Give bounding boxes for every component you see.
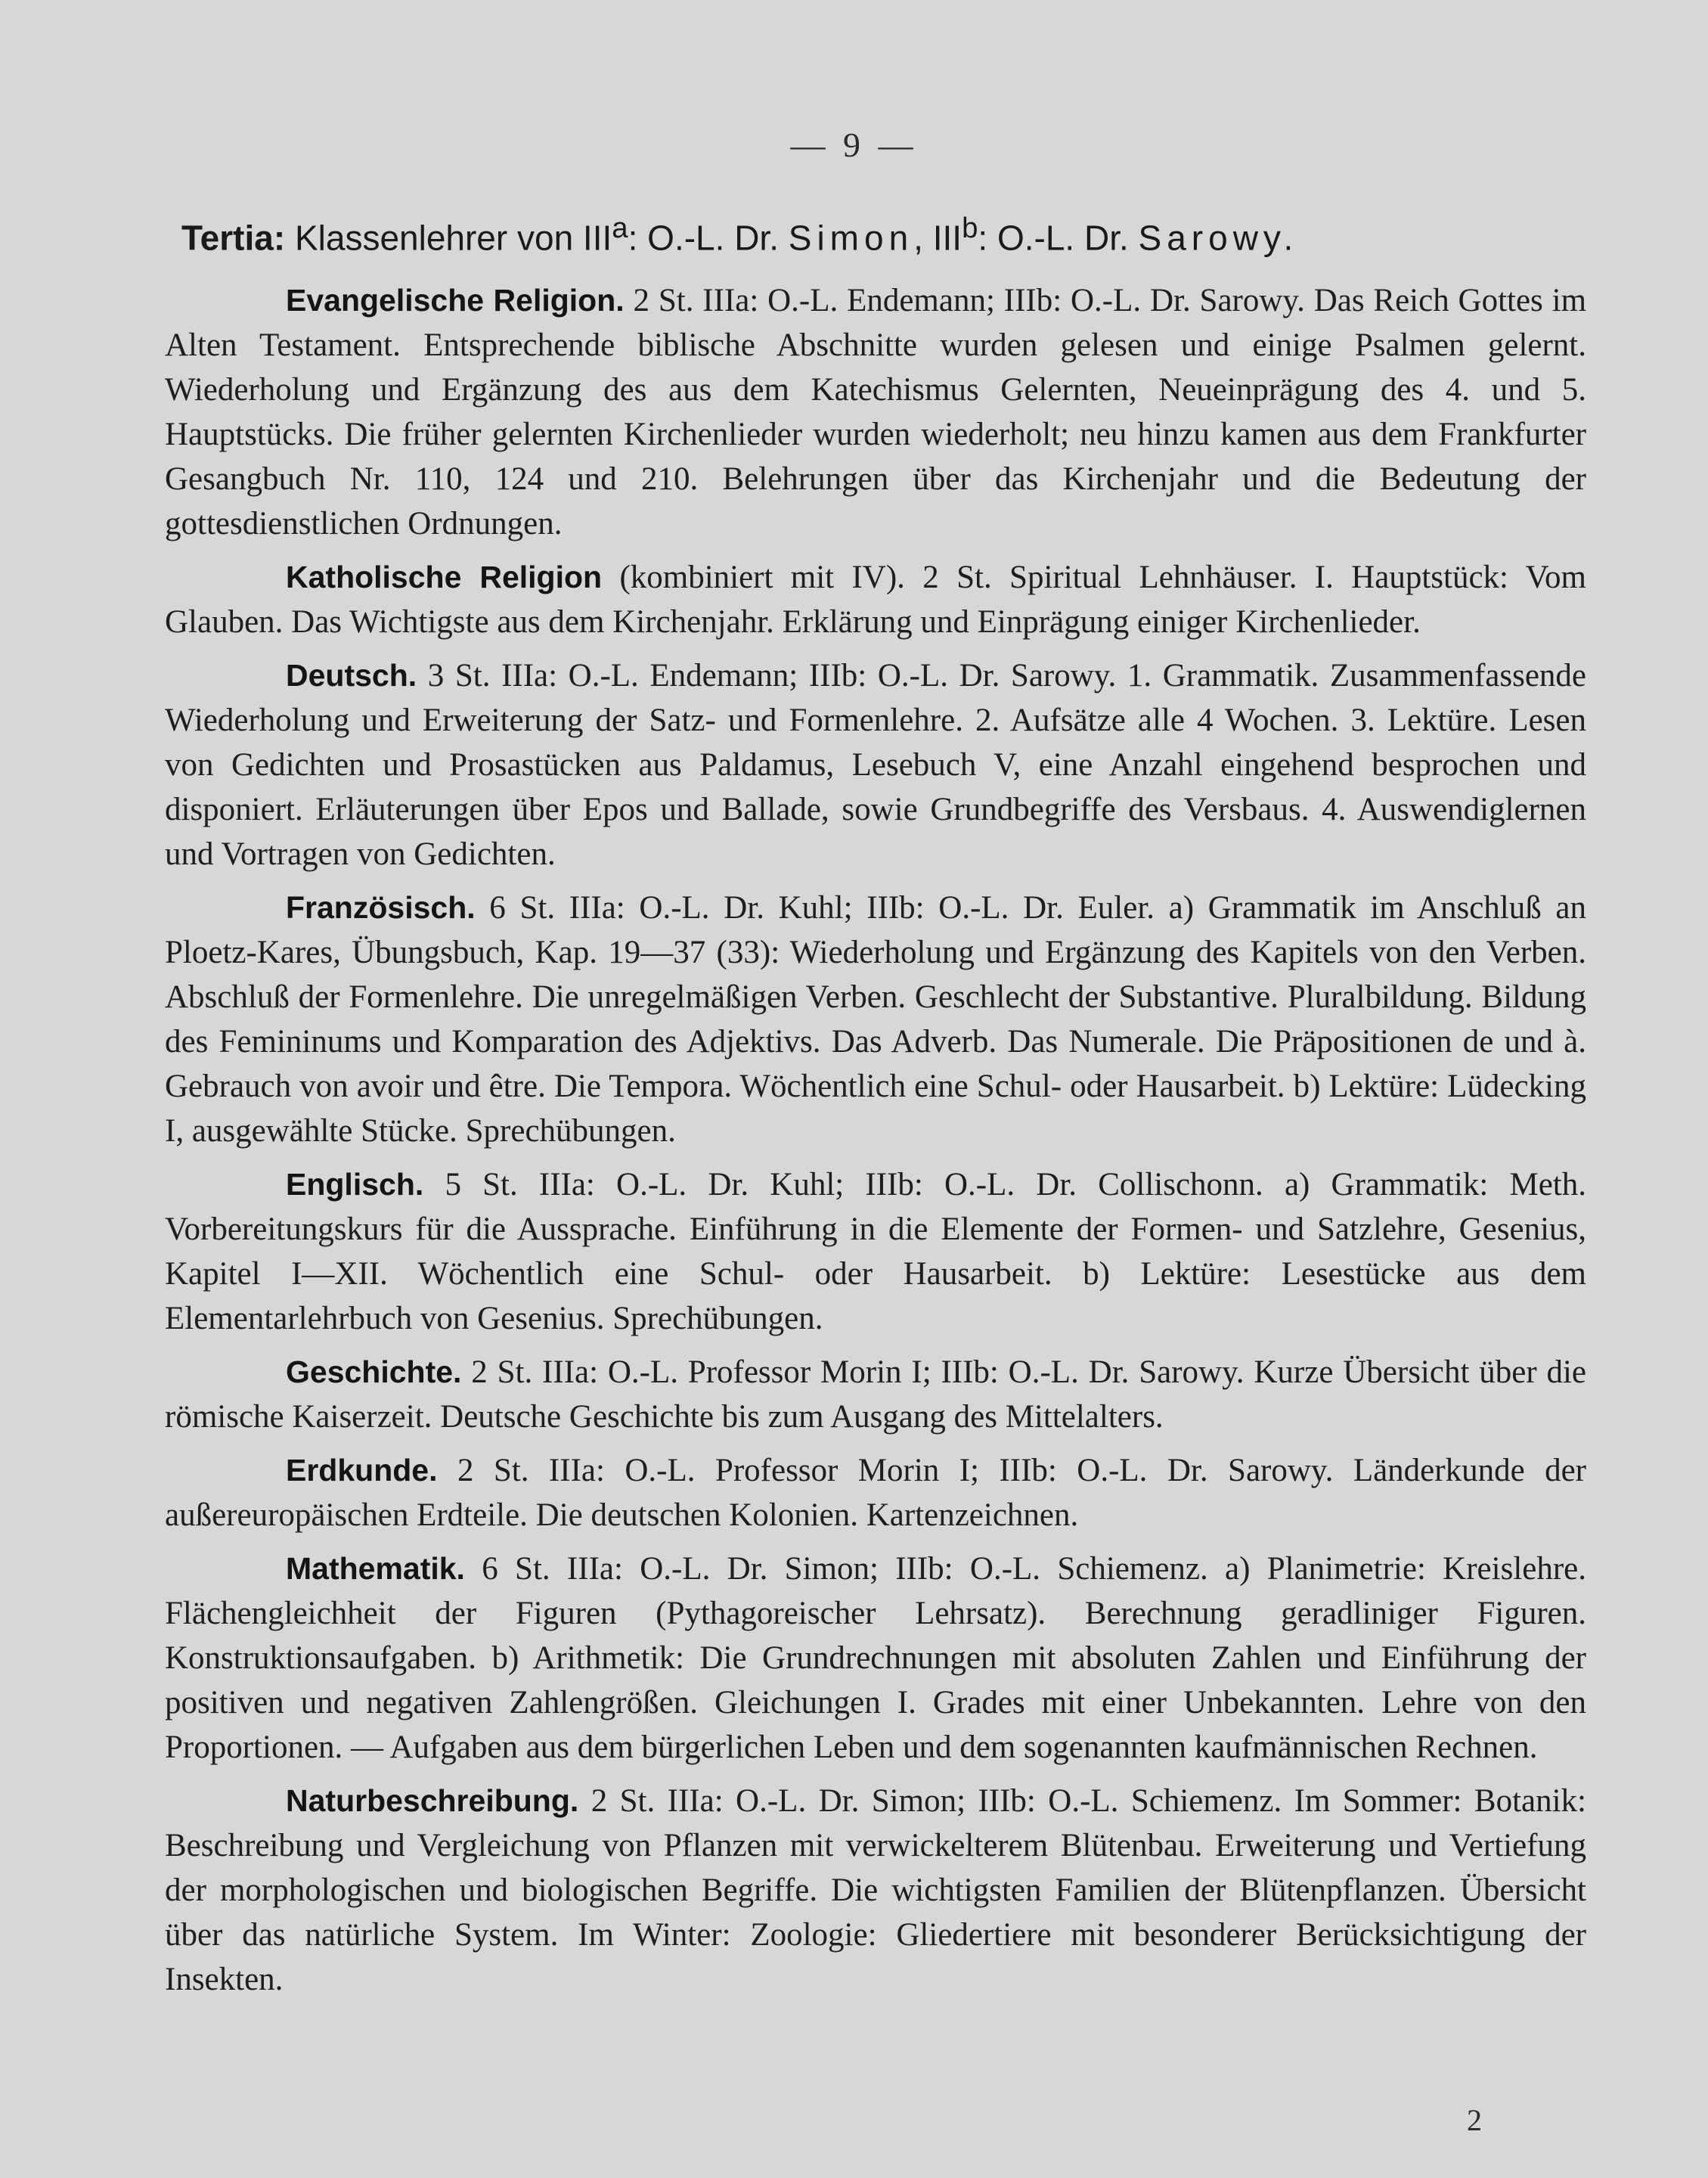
- header-text-3: , III: [913, 218, 962, 258]
- section-title: Französisch.: [286, 890, 476, 925]
- section-title: Deutsch.: [286, 658, 417, 693]
- section-text: 6 St. IIIa: O.-L. Dr. Simon; IIIb: O.-L. Schiemenz. a) Planimetrie: Kreislehre. Flächengleichheit der Figuren (Pythagoreischer Lehrsatz). Berechnung geradliniger Figuren. Konstruktionsaufgaben. b) Arithmetik: Die Grundrechnungen mit absoluten Zahlen und Einführung der positiven und negativen Zahlengrößen. Gleichungen I. Grades mit einer Unbekannten. Lehre von den Proportionen. — Aufgaben aus dem bürgerlichen Leben und dem sogenannten kaufmännischen Rechnen.: [165, 1551, 1587, 1765]
- section-title: Englisch.: [286, 1167, 424, 1202]
- section-franzoesisch: [165, 886, 1586, 1153]
- header-label: Tertia:: [181, 218, 286, 258]
- section-englisch: [165, 1162, 1586, 1341]
- section-naturbeschreibung: [165, 1779, 1586, 2002]
- header-text-2: : O.-L. Dr.: [628, 218, 779, 258]
- header-text-1: Klassenlehrer von III: [294, 218, 612, 258]
- section-title: Evangelische Religion.: [286, 283, 625, 318]
- section-text: 2 St. IIIa: O.-L. Professor Morin I; IIIb: O.-L. Dr. Sarowy. Kurze Übersicht über die römische Kaiserzeit. Deutsche Geschichte bis zum Ausgang des Mittelalters.: [165, 1354, 1586, 1435]
- section-evangelische-religion: [165, 278, 1586, 546]
- section-geschichte: [165, 1350, 1586, 1439]
- header-teacher-a: Simon: [788, 218, 914, 258]
- section-text: 3 St. IIIa: O.-L. Endemann; IIIb: O.-L. Dr. Sarowy. 1. Grammatik. Zusammenfassende Wiederholung und Erweiterung der Satz- und Formenlehre. 2. Aufsätze alle 4 Wochen. 3. Lektüre. Lesen von Gedichten und Prosastücken aus Paldamus, Lesebuch V, eine Anzahl eingehend besprochen und disponiert. Erläuterungen über Epos und Ballade, sowie Grundbegriffe des Versbaus. 4. Auswendiglernen und Vortragen von Gedichten.: [165, 658, 1587, 872]
- header-teacher-b: Sarowy.: [1138, 218, 1299, 258]
- section-text: (kombiniert mit IV). 2 St. Spiritual Lehnhäuser. I. Hauptstück: Vom Glauben. Das Wichtigste aus dem Kirchenjahr. Erklärung und Einprägung einiger Kirchenlieder.: [165, 560, 1587, 640]
- page-number: — 9 —: [790, 126, 918, 164]
- document-body: [165, 278, 1586, 2011]
- section-text: 2 St. IIIa: O.-L. Dr. Simon; IIIb: O.-L. Schiemenz. Im Sommer: Botanik: Beschreibung und Vergleichung von Pflanzen mit verwickelterem Blütenbau. Erweiterung und Vertiefung der morphologischen und biologischen Begriffe. Die wichtigsten Familien der Blütenpflanzen. Übersicht über das natürliche System. Im Winter: Zoologie: Gliedertiere mit besonderer Berücksichtigung der Insekten.: [165, 1783, 1586, 1997]
- section-text: 6 St. IIIa: O.-L. Dr. Kuhl; IIIb: O.-L. Dr. Euler. a) Grammatik im Anschluß an Ploetz-Kares, Übungsbuch, Kap. 19—37 (33): Wiederholung und Ergänzung des Kapitels von den Verben. Abschluß der Formenlehre. Die unregelmäßigen Verben. Geschlecht der Substantive. Pluralbildung. Bildung des Femininums und Komparation des Adjektivs. Das Adverb. Das Numerale. Die Präpositionen de und à. Gebrauch von avoir und être. Die Tempora. Wöchentlich eine Schul- oder Hausarbeit. b) Lektüre: Lüdecking I, ausgewählte Stücke. Sprechübungen.: [165, 890, 1587, 1149]
- section-title: Erdkunde.: [286, 1453, 438, 1488]
- section-text: 2 St. IIIa: O.-L. Endemann; IIIb: O.-L. Dr. Sarowy. Das Reich Gottes im Alten Testament. Entsprechende biblische Abschnitte wurden gelesen und einige Psalmen gelernt. Wiederholung und Ergänzung des aus dem Katechismus Gelernten, Neueinprägung des 4. und 5. Hauptstücks. Die früher gelernten Kirchenlieder wurden wiederholt; neu hinzu kamen aus dem Frankfurter Gesangbuch Nr. 110, 124 und 210. Belehrungen über das Kirchenjahr und die Bedeutung der gottesdienstlichen Ordnungen.: [165, 283, 1587, 541]
- section-title: Geschichte.: [286, 1354, 462, 1389]
- section-erdkunde: [165, 1448, 1586, 1537]
- section-deutsch: [165, 653, 1586, 876]
- section-text: 2 St. IIIa: O.-L. Professor Morin I; IIIb: O.-L. Dr. Sarowy. Länderkunde der außereuropäischen Erdteile. Die deutschen Kolonien. Kartenzeichnen.: [165, 1453, 1587, 1533]
- section-title: Katholische Religion: [286, 560, 603, 594]
- section-mathematik: [165, 1547, 1586, 1770]
- header-text-4: : O.-L. Dr.: [978, 218, 1129, 258]
- section-title: Naturbeschreibung.: [286, 1783, 579, 1818]
- header-sup-b: b: [962, 212, 978, 244]
- section-text: 5 St. IIIa: O.-L. Dr. Kuhl; IIIb: O.-L. Dr. Collischonn. a) Grammatik: Meth. Vorbereitungskurs für die Aussprache. Einführung in die Elemente der Formen- und Satzlehre, Gesenius, Kapitel I—XII. Wöchentlich eine Schul- oder Hausarbeit. b) Lektüre: Lesestücke aus dem Elementarlehrbuch von Gesenius. Sprechübungen.: [165, 1167, 1586, 1336]
- page-header: [181, 212, 1558, 258]
- section-katholische-religion: [165, 555, 1586, 644]
- signature-mark: 2: [1467, 2103, 1482, 2137]
- section-title: Mathematik.: [286, 1551, 465, 1586]
- header-sup-a: a: [612, 212, 628, 244]
